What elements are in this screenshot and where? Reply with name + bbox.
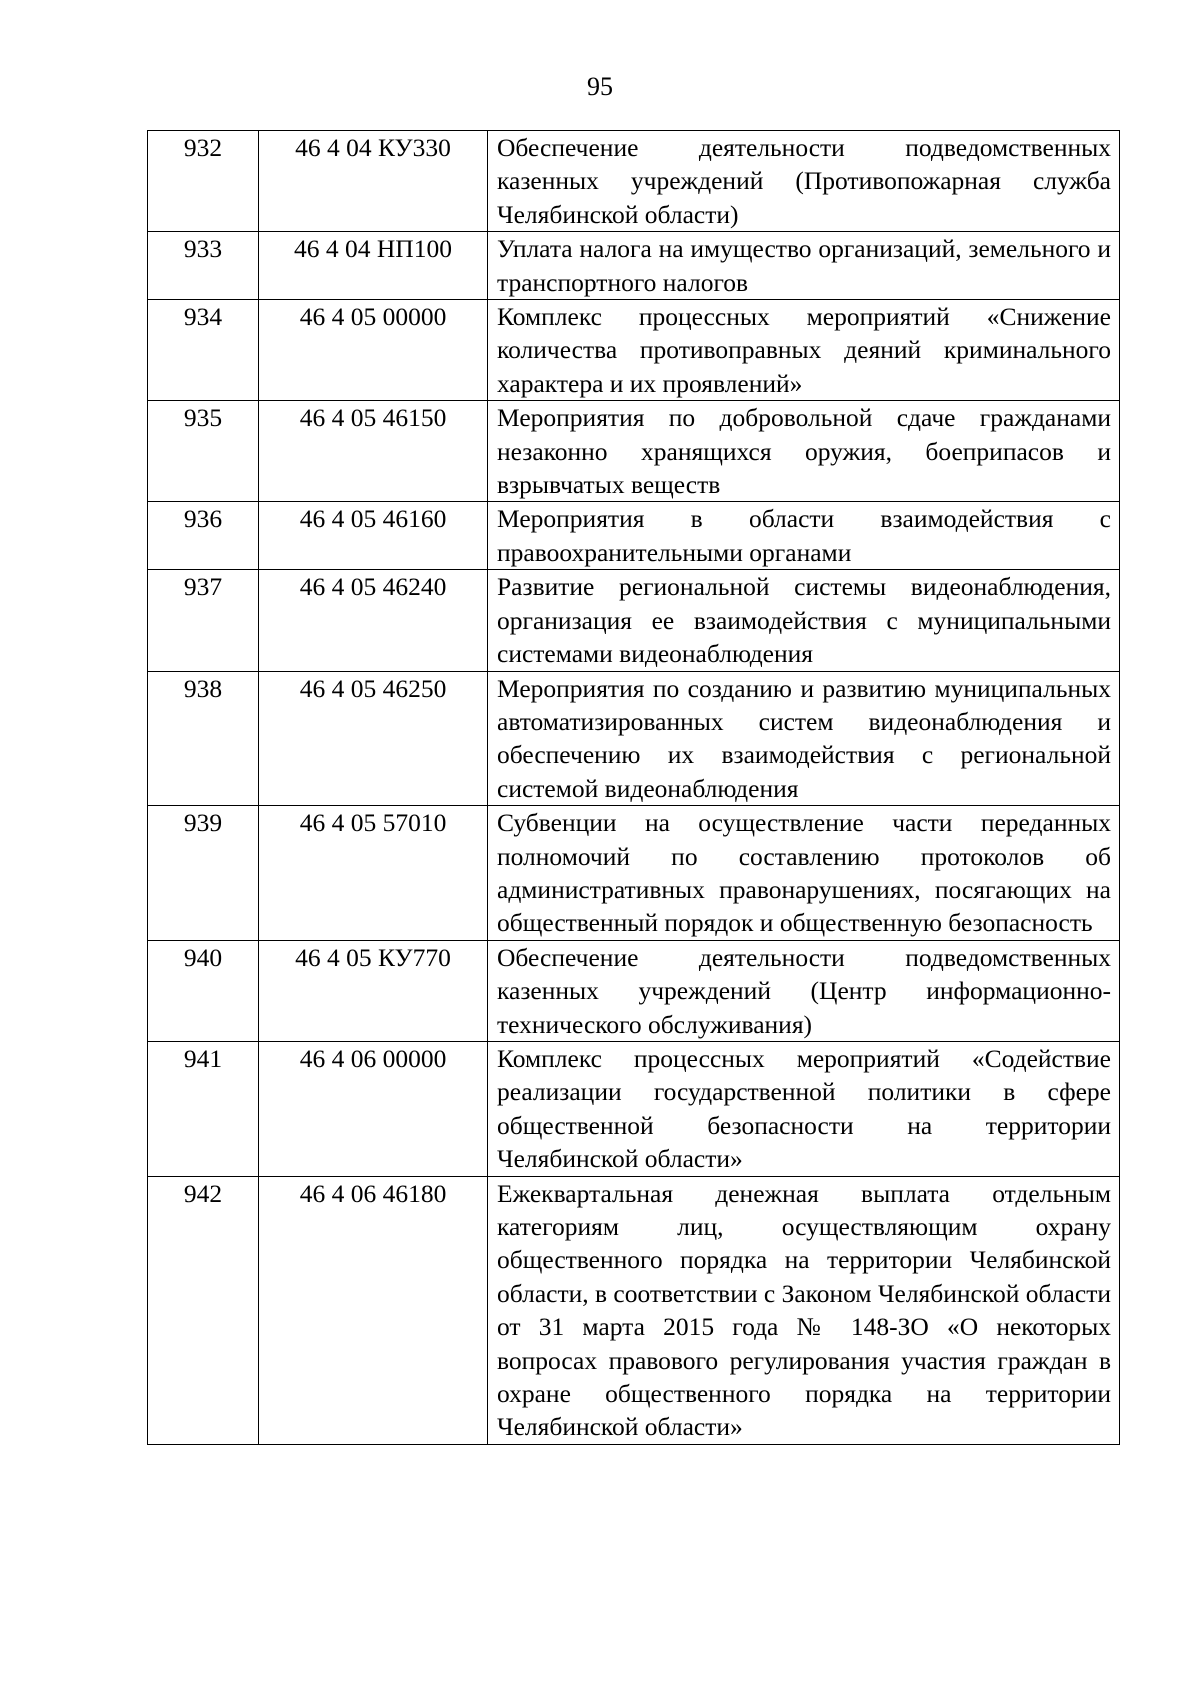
- row-name: Мероприятия в области взаимодействия с правоохранительными органами: [488, 502, 1120, 570]
- row-number: 935: [148, 401, 259, 502]
- page-number: 95: [587, 72, 613, 101]
- row-name: Развитие региональной системы видеонаблюдения, организация ее взаимодействия с муниципальными системами видеонаблюдения: [488, 570, 1120, 671]
- classification-table: [147, 130, 1120, 1445]
- table-row: [148, 570, 1120, 671]
- table-row: [148, 671, 1120, 806]
- row-number: 940: [148, 940, 259, 1041]
- row-number: 933: [148, 232, 259, 300]
- row-number: 942: [148, 1176, 259, 1444]
- row-name: Мероприятия по добровольной сдаче гражданами незаконно хранящихся оружия, боеприпасов и взрывчатых веществ: [488, 401, 1120, 502]
- row-name: Обеспечение деятельности подведомственных казенных учреждений (Противопожарная служба Челябинской области): [488, 131, 1120, 232]
- row-number: 936: [148, 502, 259, 570]
- row-code: 46 4 04 КУ330: [259, 131, 488, 232]
- table-row: [148, 401, 1120, 502]
- row-number: 934: [148, 300, 259, 401]
- row-number: 939: [148, 806, 259, 941]
- row-code: 46 4 05 46250: [259, 671, 488, 806]
- row-number: 941: [148, 1041, 259, 1176]
- row-code: 46 4 06 46180: [259, 1176, 488, 1444]
- row-name: Уплата налога на имущество организаций, земельного и транспортного налогов: [488, 232, 1120, 300]
- table-row: [148, 806, 1120, 941]
- row-code: 46 4 04 НП100: [259, 232, 488, 300]
- row-name: Обеспечение деятельности подведомственных казенных учреждений (Центр информационно-технического обслуживания): [488, 940, 1120, 1041]
- row-name: Ежеквартальная денежная выплата отдельным категориям лиц, осуществляющим охрану общественного порядка на территории Челябинской области, в соответствии с Законом Челябинской области от 31 марта 2015 года № 148-ЗО «О некоторых вопросах правового регулирования участия граждан в охране общественного порядка на территории Челябинской области»: [488, 1176, 1120, 1444]
- row-number: 938: [148, 671, 259, 806]
- row-code: 46 4 05 46150: [259, 401, 488, 502]
- table-row: [148, 300, 1120, 401]
- row-number: 937: [148, 570, 259, 671]
- table-row: [148, 1176, 1120, 1444]
- row-code: 46 4 05 КУ770: [259, 940, 488, 1041]
- row-name: Комплекс процессных мероприятий «Содействие реализации государственной политики в сфере общественной безопасности на территории Челябинской области»: [488, 1041, 1120, 1176]
- table-row: [148, 131, 1120, 232]
- row-code: 46 4 05 00000: [259, 300, 488, 401]
- row-name: Субвенции на осуществление части переданных полномочий по составлению протоколов об административных правонарушениях, посягающих на общественный порядок и общественную безопасность: [488, 806, 1120, 941]
- row-number: 932: [148, 131, 259, 232]
- table-row: [148, 1041, 1120, 1176]
- row-name: Комплекс процессных мероприятий «Снижение количества противоправных деяний криминального характера и их проявлений»: [488, 300, 1120, 401]
- table-row: [148, 502, 1120, 570]
- table-row: [148, 940, 1120, 1041]
- row-code: 46 4 05 46240: [259, 570, 488, 671]
- row-code: 46 4 05 57010: [259, 806, 488, 941]
- row-code: 46 4 06 00000: [259, 1041, 488, 1176]
- row-code: 46 4 05 46160: [259, 502, 488, 570]
- row-name: Мероприятия по созданию и развитию муниципальных автоматизированных систем видеонаблюдения и обеспечению их взаимодействия с региональной системой видеонаблюдения: [488, 671, 1120, 806]
- table-row: [148, 232, 1120, 300]
